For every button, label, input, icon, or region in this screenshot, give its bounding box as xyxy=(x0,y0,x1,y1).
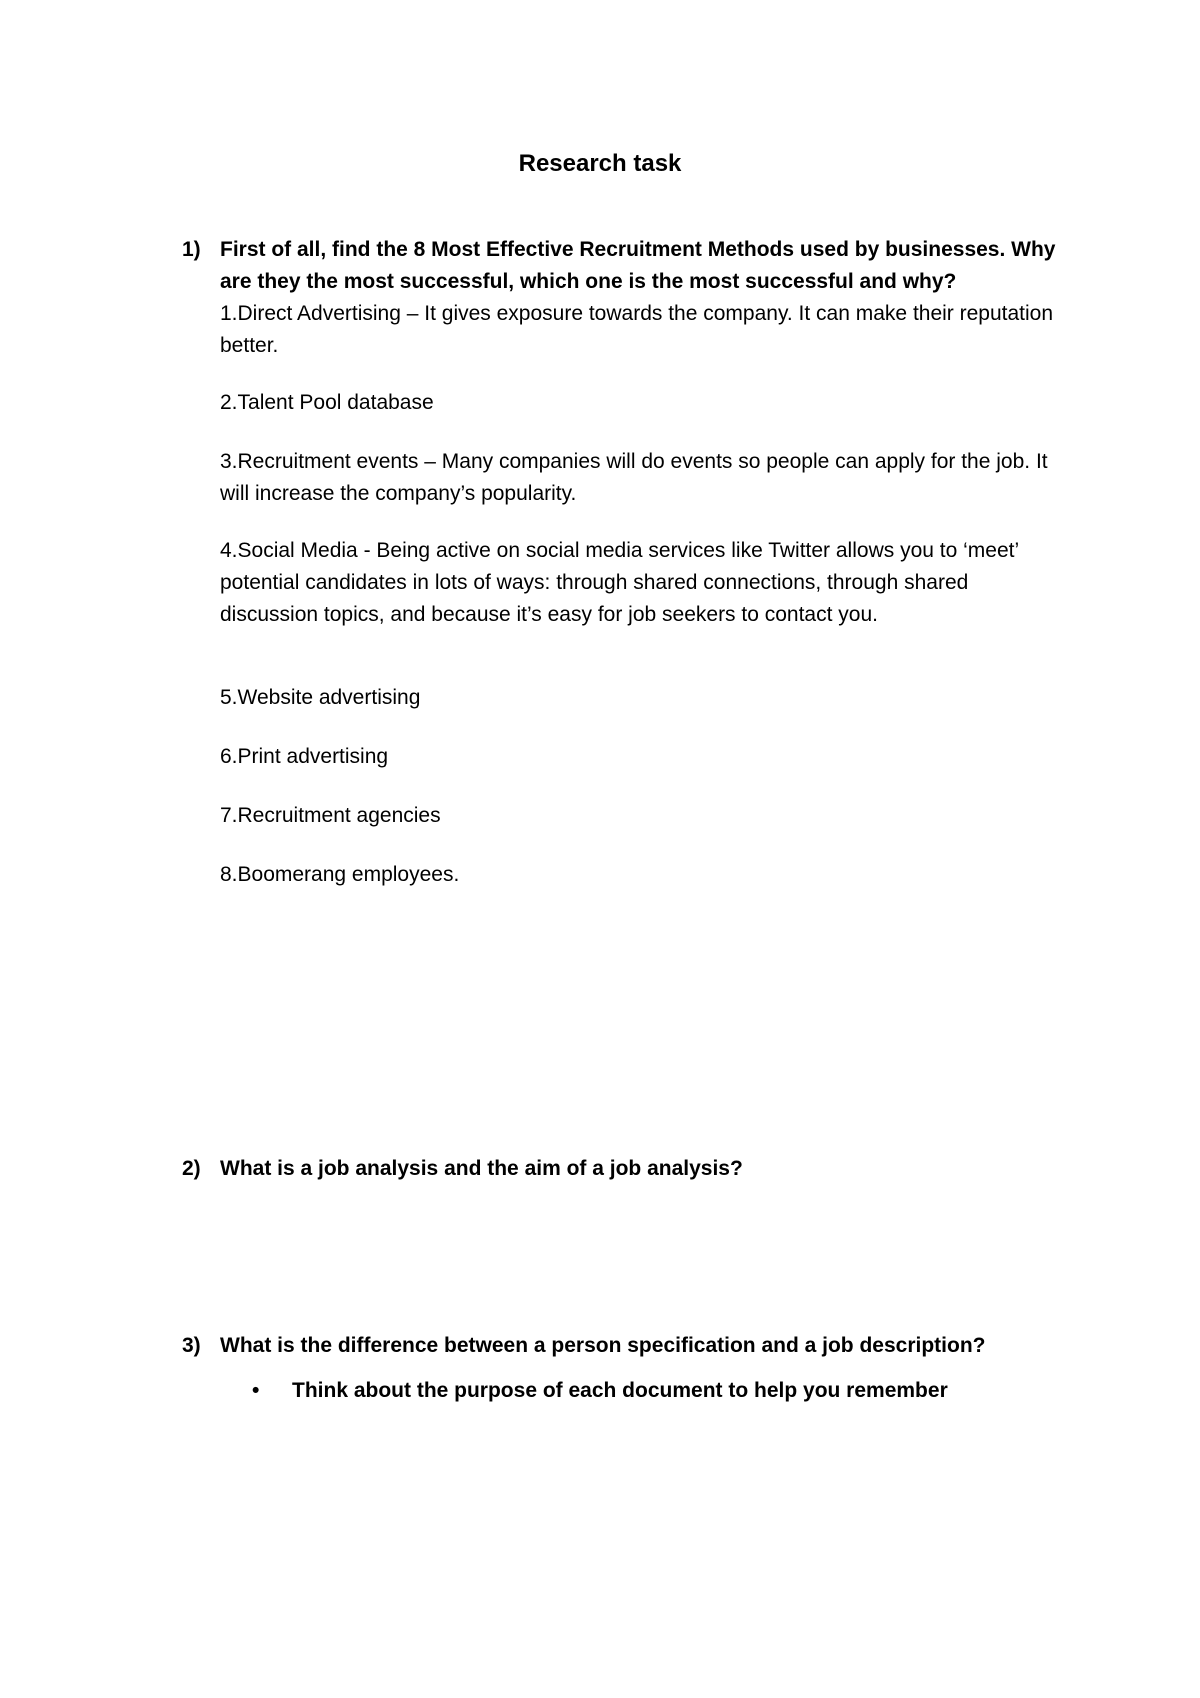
answer-item: 8.Boomerang employees. xyxy=(220,863,460,886)
question-2 xyxy=(182,1153,1062,1185)
document-title: Research task xyxy=(518,150,682,177)
question-text: What is the difference between a person specification and a job description? xyxy=(220,1334,986,1357)
question-number: 3) xyxy=(182,1334,201,1357)
question-number: 1) xyxy=(182,238,201,261)
question-text: What is a job analysis and the aim of a job analysis? xyxy=(220,1157,743,1180)
answer-item: 7.Recruitment agencies xyxy=(220,804,441,827)
bullet-item: Think about the purpose of each document to help you remember xyxy=(292,1379,948,1402)
answer-item: 2.Talent Pool database xyxy=(220,391,434,414)
bullet-icon: • xyxy=(252,1379,260,1402)
answer-item: 4.Social Media - Being active on social media services like Twitter allows you to ‘meet’ potential candidates in lots of ways: through shared connections, through shared discussion topics, and because it’s easy for job seekers to contact you. xyxy=(220,539,1019,626)
question-text: First of all, find the 8 Most Effective Recruitment Methods used by businesses. Why are they the most successful, which one is the most successful and why? xyxy=(220,238,1056,293)
answer-item: 6.Print advertising xyxy=(220,745,389,768)
answer-item: 5.Website advertising xyxy=(220,686,421,709)
question-1 xyxy=(182,234,1062,298)
answer-item: 1.Direct Advertising – It gives exposure towards the company. It can make their reputation better. xyxy=(220,302,1054,357)
question-number: 2) xyxy=(182,1157,201,1180)
question-3 xyxy=(182,1330,1062,1362)
answer-item: 3.Recruitment events – Many companies will do events so people can apply for the job. It will increase the company’s popularity. xyxy=(220,450,1048,505)
